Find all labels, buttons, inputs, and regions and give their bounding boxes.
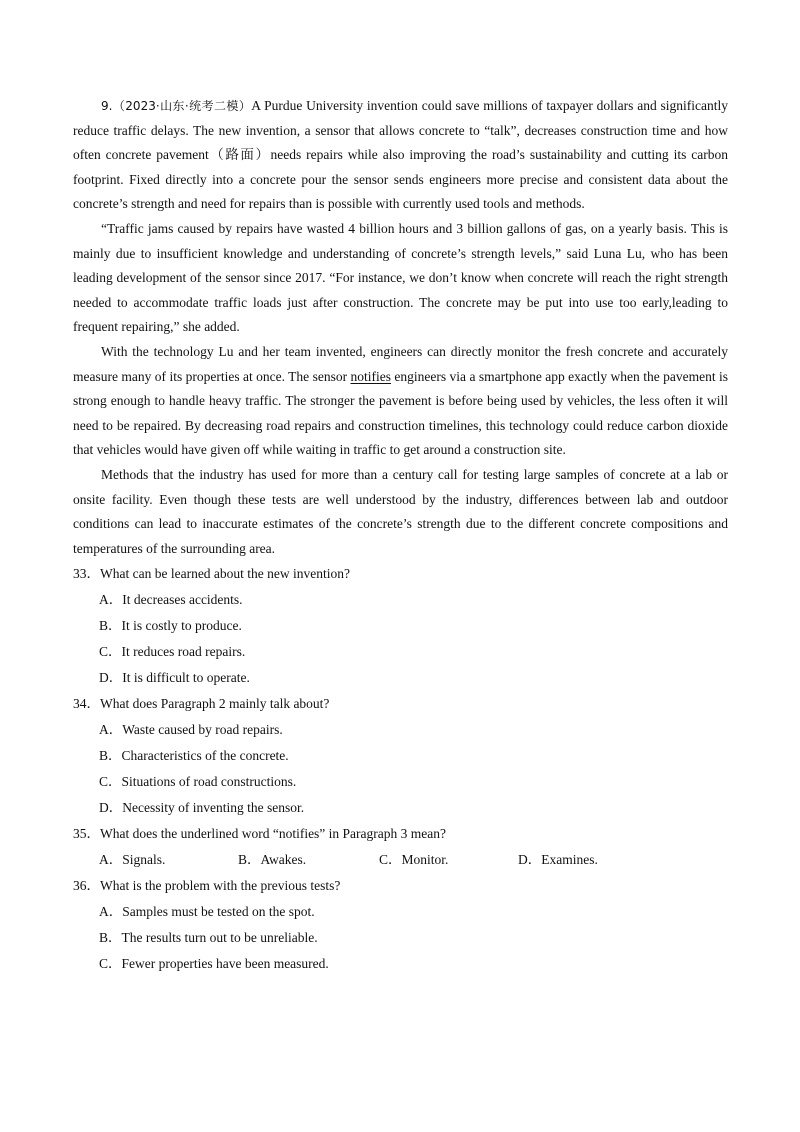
passage-paragraph-1	[73, 94, 728, 217]
answer-option[interactable]: C．Situations of road constructions.	[99, 774, 297, 790]
answer-option[interactable]: B．Awakes.	[238, 852, 307, 868]
answer-option[interactable]: A．It decreases accidents.	[99, 592, 243, 608]
question-source: 9.（2023·山东·统考二模）	[101, 99, 252, 113]
answer-option[interactable]: A．Samples must be tested on the spot.	[99, 904, 315, 920]
paragraph-3-text-after: engineers via a smartphone app exactly when the pavement is strong enough to handle heavy traffic. The stronger the pavement is before being used by vehicles, the less often it will need to be repaired. By decreasing road repairs and construction timelines, this technology could reduce carbon dioxide that vehicles would have given off while waiting in traffic to get around a construction site.	[73, 368, 728, 458]
passage-paragraph-2: “Traffic jams caused by repairs have wasted 4 billion hours and 3 billion gallons of gas, on a yearly basis. This is mainly due to insufficient knowledge and understanding of concrete’s strength levels,” said Luna Lu, who has been leading development of the sensor since 2017. “For instance, we don’t know when concrete will reach the right strength needed to accommodate traffic loads just after construction. The concrete may be put into use too early,leading to frequent repairing,” she added.	[73, 220, 728, 335]
answer-option[interactable]: B．The results turn out to be unreliable.	[99, 930, 318, 946]
answer-option[interactable]: B．It is costly to produce.	[99, 618, 242, 634]
answer-option[interactable]: C．It reduces road repairs.	[99, 644, 246, 660]
answer-option[interactable]: D．It is difficult to operate.	[99, 670, 250, 686]
paragraph-1-text: A Purdue University invention could save millions of taxpayer dollars and significantly reduce traffic delays. The new invention, a sensor that allows concrete to “talk”, decreases construction time and how often concrete pavement（路面）needs repairs while also improving the road’s sustainability and cutting its carbon footprint. Fixed directly into a concrete pour the sensor sends engineers more precise and consistent data about the concrete’s strength and need for repairs than is possible with currently used tools and methods.	[73, 98, 728, 212]
answer-option[interactable]: A．Signals.	[99, 852, 166, 868]
answer-option[interactable]: D．Necessity of inventing the sensor.	[99, 800, 305, 816]
paragraph-3-text-before: With the technology Lu and her team invented, engineers can directly monitor the fresh concrete and accurately measure many of its properties at once. The sensor	[73, 343, 728, 384]
underlined-word: notifies	[350, 368, 391, 384]
answer-option[interactable]: A．Waste caused by road repairs.	[99, 722, 283, 738]
question-stem: 36．What is the problem with the previous tests?	[73, 878, 341, 894]
question-stem: 35．What does the underlined word “notifies” in Paragraph 3 mean?	[73, 826, 447, 842]
answer-option[interactable]: D．Examines.	[518, 852, 598, 868]
answer-option[interactable]: C．Monitor.	[379, 852, 449, 868]
question-stem: 34．What does Paragraph 2 mainly talk about?	[73, 696, 330, 712]
answer-option[interactable]: B．Characteristics of the concrete.	[99, 748, 289, 764]
answer-options-row	[99, 847, 728, 873]
question-stem: 33．What can be learned about the new invention?	[73, 566, 351, 582]
passage-paragraph-3	[73, 340, 728, 463]
answer-option[interactable]: C．Fewer properties have been measured.	[99, 956, 329, 972]
worksheet-page	[73, 94, 728, 977]
passage-paragraph-4: Methods that the industry has used for more than a century call for testing large samples of concrete at a lab or onsite facility. Even though these tests are well understood by the industry, differences between lab and outdoor conditions can lead to inaccurate estimates of the concrete’s strength due to the different concrete compositions and temperatures of the surrounding area.	[73, 466, 728, 556]
